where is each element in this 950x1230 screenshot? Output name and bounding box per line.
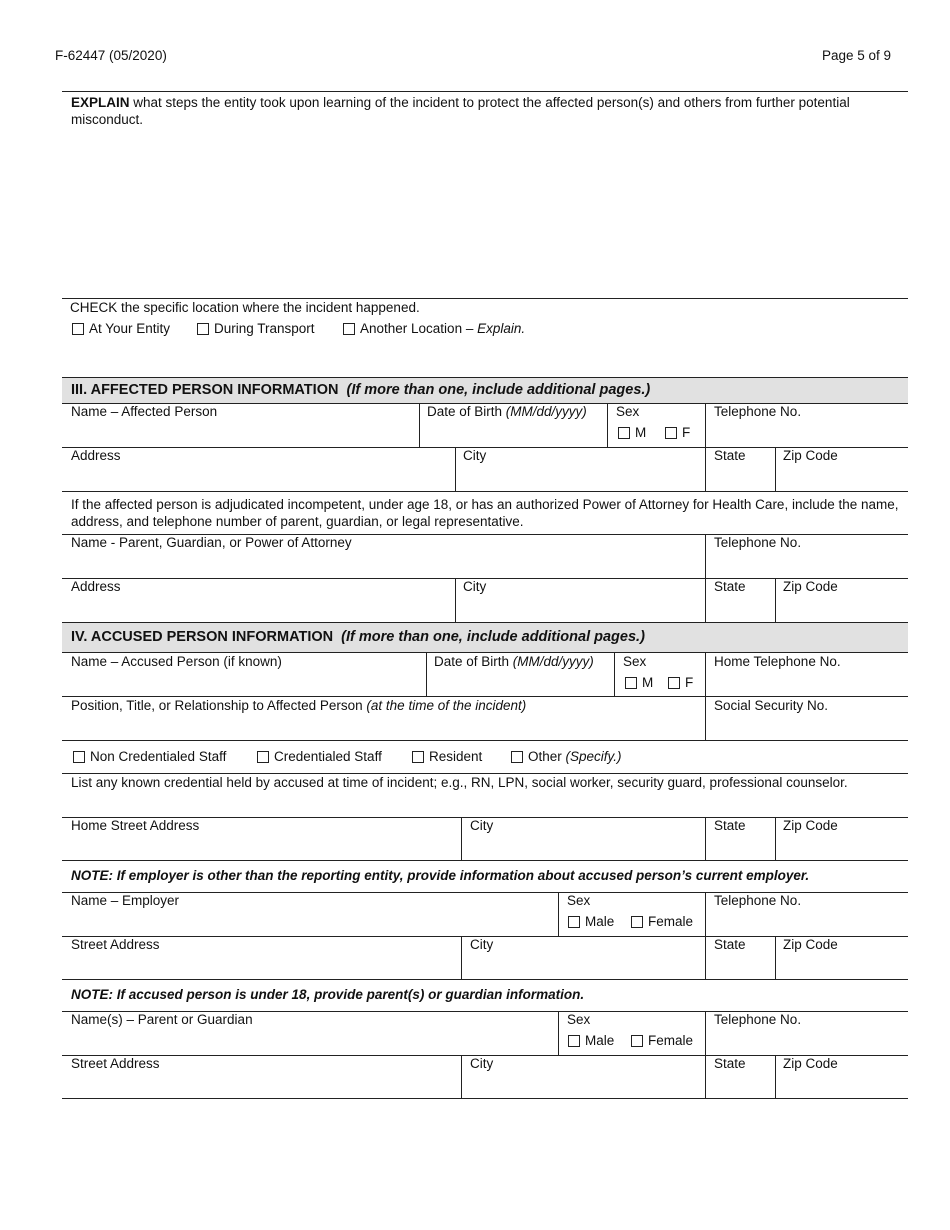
- accused-sex-f[interactable]: F: [668, 675, 693, 691]
- employer-street-field[interactable]: [63, 953, 459, 978]
- row-rule: [62, 491, 908, 492]
- employer-name-label: Name – Employer: [71, 893, 180, 908]
- role-option-credentialed[interactable]: Credentialed Staff: [257, 749, 382, 765]
- parent-state-field[interactable]: [707, 1072, 773, 1097]
- home-city-field[interactable]: [463, 834, 703, 859]
- home-state-label: State: [714, 818, 746, 833]
- employer-zip-field[interactable]: [777, 953, 907, 978]
- affected-state-label: State: [714, 448, 746, 463]
- accused-position-label: Position, Title, or Relationship to Affected Person (at the time of the incident): [71, 698, 527, 713]
- divider: [419, 403, 420, 447]
- checkbox-icon[interactable]: [568, 1035, 580, 1047]
- guardian-state-label: State: [714, 579, 746, 594]
- affected-dob-label: Date of Birth (MM/dd/yyyy): [427, 404, 587, 419]
- affected-dob-field[interactable]: [421, 420, 605, 446]
- parent-state-label: State: [714, 1056, 746, 1071]
- guardian-city-field[interactable]: [457, 595, 703, 621]
- accused-sex-label: Sex: [623, 654, 647, 669]
- parent-name-field[interactable]: [63, 1028, 556, 1054]
- affected-phone-field[interactable]: [707, 420, 907, 446]
- affected-phone-label: Telephone No.: [714, 404, 802, 419]
- explain-top-rule: [62, 91, 908, 92]
- row-rule: [62, 696, 908, 697]
- parent-zip-label: Zip Code: [783, 1056, 838, 1071]
- parent-phone-label: Telephone No.: [714, 1012, 802, 1027]
- minor-note: NOTE: If accused person is under 18, provide parent(s) or guardian information.: [71, 987, 585, 1002]
- checkbox-icon[interactable]: [568, 916, 580, 928]
- parent-sex-label: Sex: [567, 1012, 591, 1027]
- divider: [775, 578, 776, 622]
- explain-prompt: [71, 94, 901, 128]
- home-address-label: Home Street Address: [71, 818, 200, 833]
- checkbox-icon[interactable]: [631, 1035, 643, 1047]
- role-option-non-credentialed[interactable]: Non Credentialed Staff: [73, 749, 226, 765]
- affected-address-label: Address: [71, 448, 121, 463]
- parent-sex-male[interactable]: Male: [568, 1033, 614, 1049]
- affected-address-field[interactable]: [63, 464, 453, 490]
- home-address-field[interactable]: [63, 834, 459, 859]
- affected-name-label: Name – Affected Person: [71, 404, 218, 419]
- divider: [461, 936, 462, 979]
- affected-state-field[interactable]: [707, 464, 773, 490]
- employer-city-field[interactable]: [463, 953, 703, 978]
- divider: [775, 817, 776, 860]
- employer-phone-field[interactable]: [707, 909, 907, 935]
- location-option-transport[interactable]: During Transport: [197, 321, 315, 337]
- divider: [775, 936, 776, 979]
- form-id: F-62447 (05/2020): [55, 48, 167, 63]
- guardian-phone-label: Telephone No.: [714, 535, 802, 550]
- checkbox-icon[interactable]: [625, 677, 637, 689]
- affected-sex-label: Sex: [616, 404, 640, 419]
- role-option-other[interactable]: Other (Specify.): [511, 749, 622, 765]
- parent-city-field[interactable]: [463, 1072, 703, 1097]
- parent-city-label: City: [470, 1056, 494, 1071]
- row-rule: [62, 979, 908, 980]
- divider: [461, 1055, 462, 1098]
- checkbox-icon[interactable]: [343, 323, 355, 335]
- employer-zip-label: Zip Code: [783, 937, 838, 952]
- parent-street-field[interactable]: [63, 1072, 459, 1097]
- divider: [558, 1011, 559, 1055]
- checkbox-icon[interactable]: [72, 323, 84, 335]
- explain-text: what steps the entity took upon learning of the incident to protect the affected person(s) and others from further potential misconduct.: [71, 95, 850, 127]
- affected-name-field[interactable]: [63, 420, 417, 446]
- affected-zip-field[interactable]: [777, 464, 907, 490]
- divider: [558, 892, 559, 936]
- guardian-name-field[interactable]: [63, 551, 703, 577]
- page-number: Page 5 of 9: [822, 48, 892, 63]
- employer-city-label: City: [470, 937, 494, 952]
- employer-state-field[interactable]: [707, 953, 773, 978]
- employer-note: NOTE: If employer is other than the reporting entity, provide information about accused person’s current employer.: [71, 868, 810, 883]
- home-state-field[interactable]: [707, 834, 773, 859]
- guardian-state-field[interactable]: [707, 595, 773, 621]
- accused-phone-label: Home Telephone No.: [714, 654, 841, 669]
- affected-city-label: City: [463, 448, 487, 463]
- accused-sex-m[interactable]: M: [625, 675, 653, 691]
- affected-sex-f[interactable]: F: [665, 425, 690, 441]
- divider: [426, 652, 427, 696]
- divider: [775, 447, 776, 491]
- guardian-phone-field[interactable]: [707, 551, 907, 577]
- accused-name-label: Name – Accused Person (if known): [71, 654, 282, 669]
- checkbox-icon[interactable]: [665, 427, 677, 439]
- row-rule: [62, 773, 908, 774]
- employer-street-label: Street Address: [71, 937, 160, 952]
- location-option-another[interactable]: Another Location – Explain.: [343, 321, 525, 337]
- accused-name-field[interactable]: [63, 670, 424, 695]
- checkbox-icon[interactable]: [618, 427, 630, 439]
- accused-dob-field[interactable]: [428, 670, 612, 695]
- role-option-resident[interactable]: Resident: [412, 749, 482, 765]
- affected-zip-label: Zip Code: [783, 448, 838, 463]
- checkbox-icon[interactable]: [257, 751, 269, 763]
- employer-sex-female[interactable]: Female: [631, 914, 693, 930]
- guardian-address-label: Address: [71, 579, 121, 594]
- accused-position-field[interactable]: [63, 714, 703, 739]
- divider: [775, 1055, 776, 1098]
- divider: [461, 817, 462, 860]
- parent-name-label: Name(s) – Parent or Guardian: [71, 1012, 253, 1027]
- employer-name-field[interactable]: [63, 909, 556, 935]
- employer-sex-label: Sex: [567, 893, 591, 908]
- affected-city-field[interactable]: [457, 464, 703, 490]
- parent-zip-field[interactable]: [777, 1072, 907, 1097]
- home-city-label: City: [470, 818, 494, 833]
- divider: [455, 578, 456, 622]
- guardian-address-field[interactable]: [63, 595, 453, 621]
- row-rule: [62, 860, 908, 861]
- affected-sex-m[interactable]: M: [618, 425, 646, 441]
- guardian-city-label: City: [463, 579, 487, 594]
- guardian-note: If the affected person is adjudicated incompetent, under age 18, or has an authorized Power of Attorney for Health Care, include the name, address, and telephone number of parent, guardian, or legal representative.: [71, 497, 899, 529]
- checkbox-icon[interactable]: [511, 751, 523, 763]
- home-zip-field[interactable]: [777, 834, 907, 859]
- location-option-entity[interactable]: At Your Entity: [72, 321, 170, 337]
- section-iv-title: IV. ACCUSED PERSON INFORMATION (If more than one, include additional pages.): [71, 629, 645, 645]
- guardian-zip-field[interactable]: [777, 595, 907, 621]
- divider: [705, 817, 706, 860]
- row-rule: [62, 740, 908, 741]
- location-top-rule: [62, 298, 908, 299]
- accused-phone-field[interactable]: [707, 670, 907, 695]
- explain-lead: EXPLAIN: [71, 95, 130, 110]
- form-bottom-rule: [62, 1098, 908, 1099]
- explain-textarea[interactable]: [62, 130, 908, 296]
- checkbox-icon[interactable]: [631, 916, 643, 928]
- parent-phone-field[interactable]: [707, 1028, 907, 1054]
- divider: [455, 447, 456, 491]
- home-zip-label: Zip Code: [783, 818, 838, 833]
- parent-street-label: Street Address: [71, 1056, 160, 1071]
- checkbox-icon[interactable]: [412, 751, 424, 763]
- credential-field[interactable]: [63, 792, 907, 816]
- location-prompt: CHECK the specific location where the incident happened.: [70, 300, 420, 315]
- guardian-zip-label: Zip Code: [783, 579, 838, 594]
- checkbox-icon[interactable]: [668, 677, 680, 689]
- divider: [607, 403, 608, 447]
- divider: [614, 652, 615, 696]
- employer-sex-male[interactable]: Male: [568, 914, 614, 930]
- employer-state-label: State: [714, 937, 746, 952]
- parent-sex-female[interactable]: Female: [631, 1033, 693, 1049]
- accused-ssn-field[interactable]: [707, 714, 907, 739]
- section-iii-title: III. AFFECTED PERSON INFORMATION (If more than one, include additional pages.): [71, 382, 651, 398]
- accused-dob-label: Date of Birth (MM/dd/yyyy): [434, 654, 594, 669]
- accused-ssn-label: Social Security No.: [714, 698, 829, 713]
- guardian-name-label: Name - Parent, Guardian, or Power of Attorney: [71, 535, 352, 550]
- credential-label: List any known credential held by accused at time of incident; e.g., RN, LPN, social worker, security guard, professional counselor.: [71, 775, 848, 790]
- checkbox-icon[interactable]: [197, 323, 209, 335]
- checkbox-icon[interactable]: [73, 751, 85, 763]
- employer-phone-label: Telephone No.: [714, 893, 802, 908]
